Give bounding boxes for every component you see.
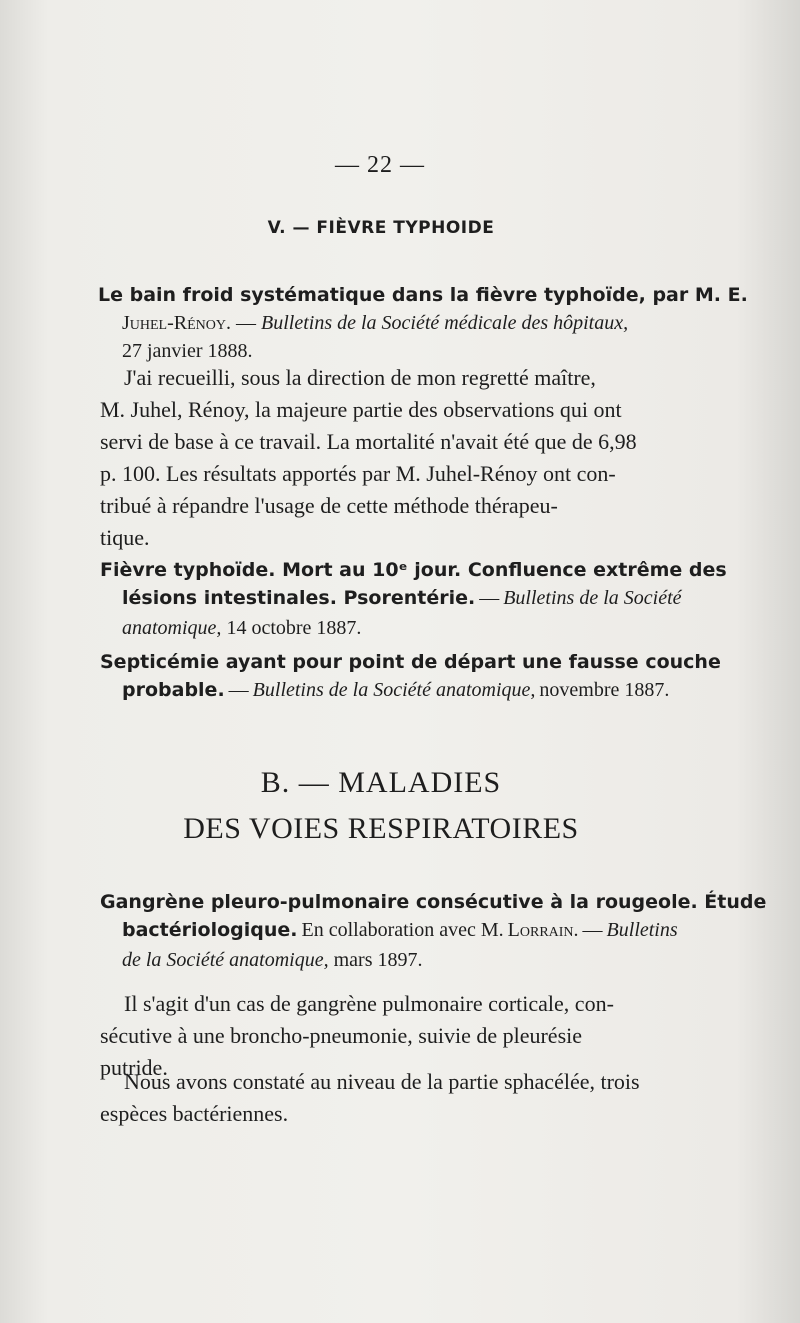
bibliography-entry-2 [100,556,727,642]
section-heading-fievre-typhoide: V. — FIÈVRE TYPHOIDE [267,218,495,238]
entry-author: Juhel-Rénoy. [122,312,231,334]
entry-dash: — [236,312,256,334]
entry-date: 27 janvier 1888. [122,340,253,362]
paragraph-line: Nous avons constaté au niveau de la partie sphacélée, trois [124,1069,640,1094]
entry-dash: — [479,587,500,609]
entry-dash: — [582,919,603,941]
paragraph-1 [100,362,668,554]
entry-collaborator-name: Lorrain. [507,919,579,941]
entry-title: Le bain froid systématique dans la fièvre typhoïde, par M. E. [98,284,748,306]
paragraph-line: p. 100. Les résultats apportés par M. Juhel-Rénoy ont con- [100,461,616,486]
entry-title-line-1: Fièvre typhoïde. Mort au 10ᵉ jour. Confluence extrême des [100,559,727,581]
entry-journal-cont: de la Société anatomique, [122,949,329,971]
entry-collaboration: En collaboration avec M. [301,919,504,941]
bibliography-entry-1 [98,281,748,365]
entry-journal-cont: anatomique, [122,617,222,639]
paragraph-line: tribué à répandre l'usage de cette méthode thérapeu- [100,493,558,518]
paragraph-line: M. Juhel, Rénoy, la majeure partie des observations qui ont [100,397,622,422]
paragraph-3 [100,1066,668,1130]
entry-title-line-2: lésions intestinales. Psorentérie. [122,587,476,609]
section-b-title-line-1: B. — MALADIES [260,766,502,799]
entry-title-line-2: bactériologique. [122,919,298,941]
entry-date: novembre 1887. [539,679,670,701]
entry-journal: Bulletins de la Société [503,587,682,609]
entry-date: mars 1897. [333,949,423,971]
entry-journal: Bulletins de la Société anatomique, [252,679,536,701]
page-number: — 22 — [335,152,425,178]
paragraph-line: servi de base à ce travail. La mortalité n'avait été que de 6,98 [100,429,637,454]
entry-date: 14 octobre 1887. [226,617,362,639]
section-b-title-line-2: DES VOIES RESPIRATOIRES [183,812,579,845]
paragraph-line: J'ai recueilli, sous la direction de mon regretté maître, [124,365,596,390]
entry-title-line-1: Gangrène pleuro-pulmonaire consécutive à la rougeole. Étude [100,891,767,913]
paragraph-line: Il s'agit d'un cas de gangrène pulmonaire corticale, con- [124,991,614,1016]
entry-dash: — [228,679,249,701]
entry-journal: Bulletins [606,919,678,941]
bibliography-entry-3 [100,648,721,706]
paragraph-line: sécutive à une broncho-pneumonie, suivie de pleurésie [100,1023,583,1048]
bibliography-entry-4 [100,888,767,974]
paragraph-line: tique. [100,525,150,550]
entry-title-line-1: Septicémie ayant pour point de départ une fausse couche [100,651,721,673]
entry-title-line-2: probable. [122,679,225,701]
paragraph-line: putride. [100,1055,168,1080]
entry-journal: Bulletins de la Société médicale des hôpitaux, [261,312,629,334]
paragraph-line: espèces bactériennes. [100,1101,289,1126]
